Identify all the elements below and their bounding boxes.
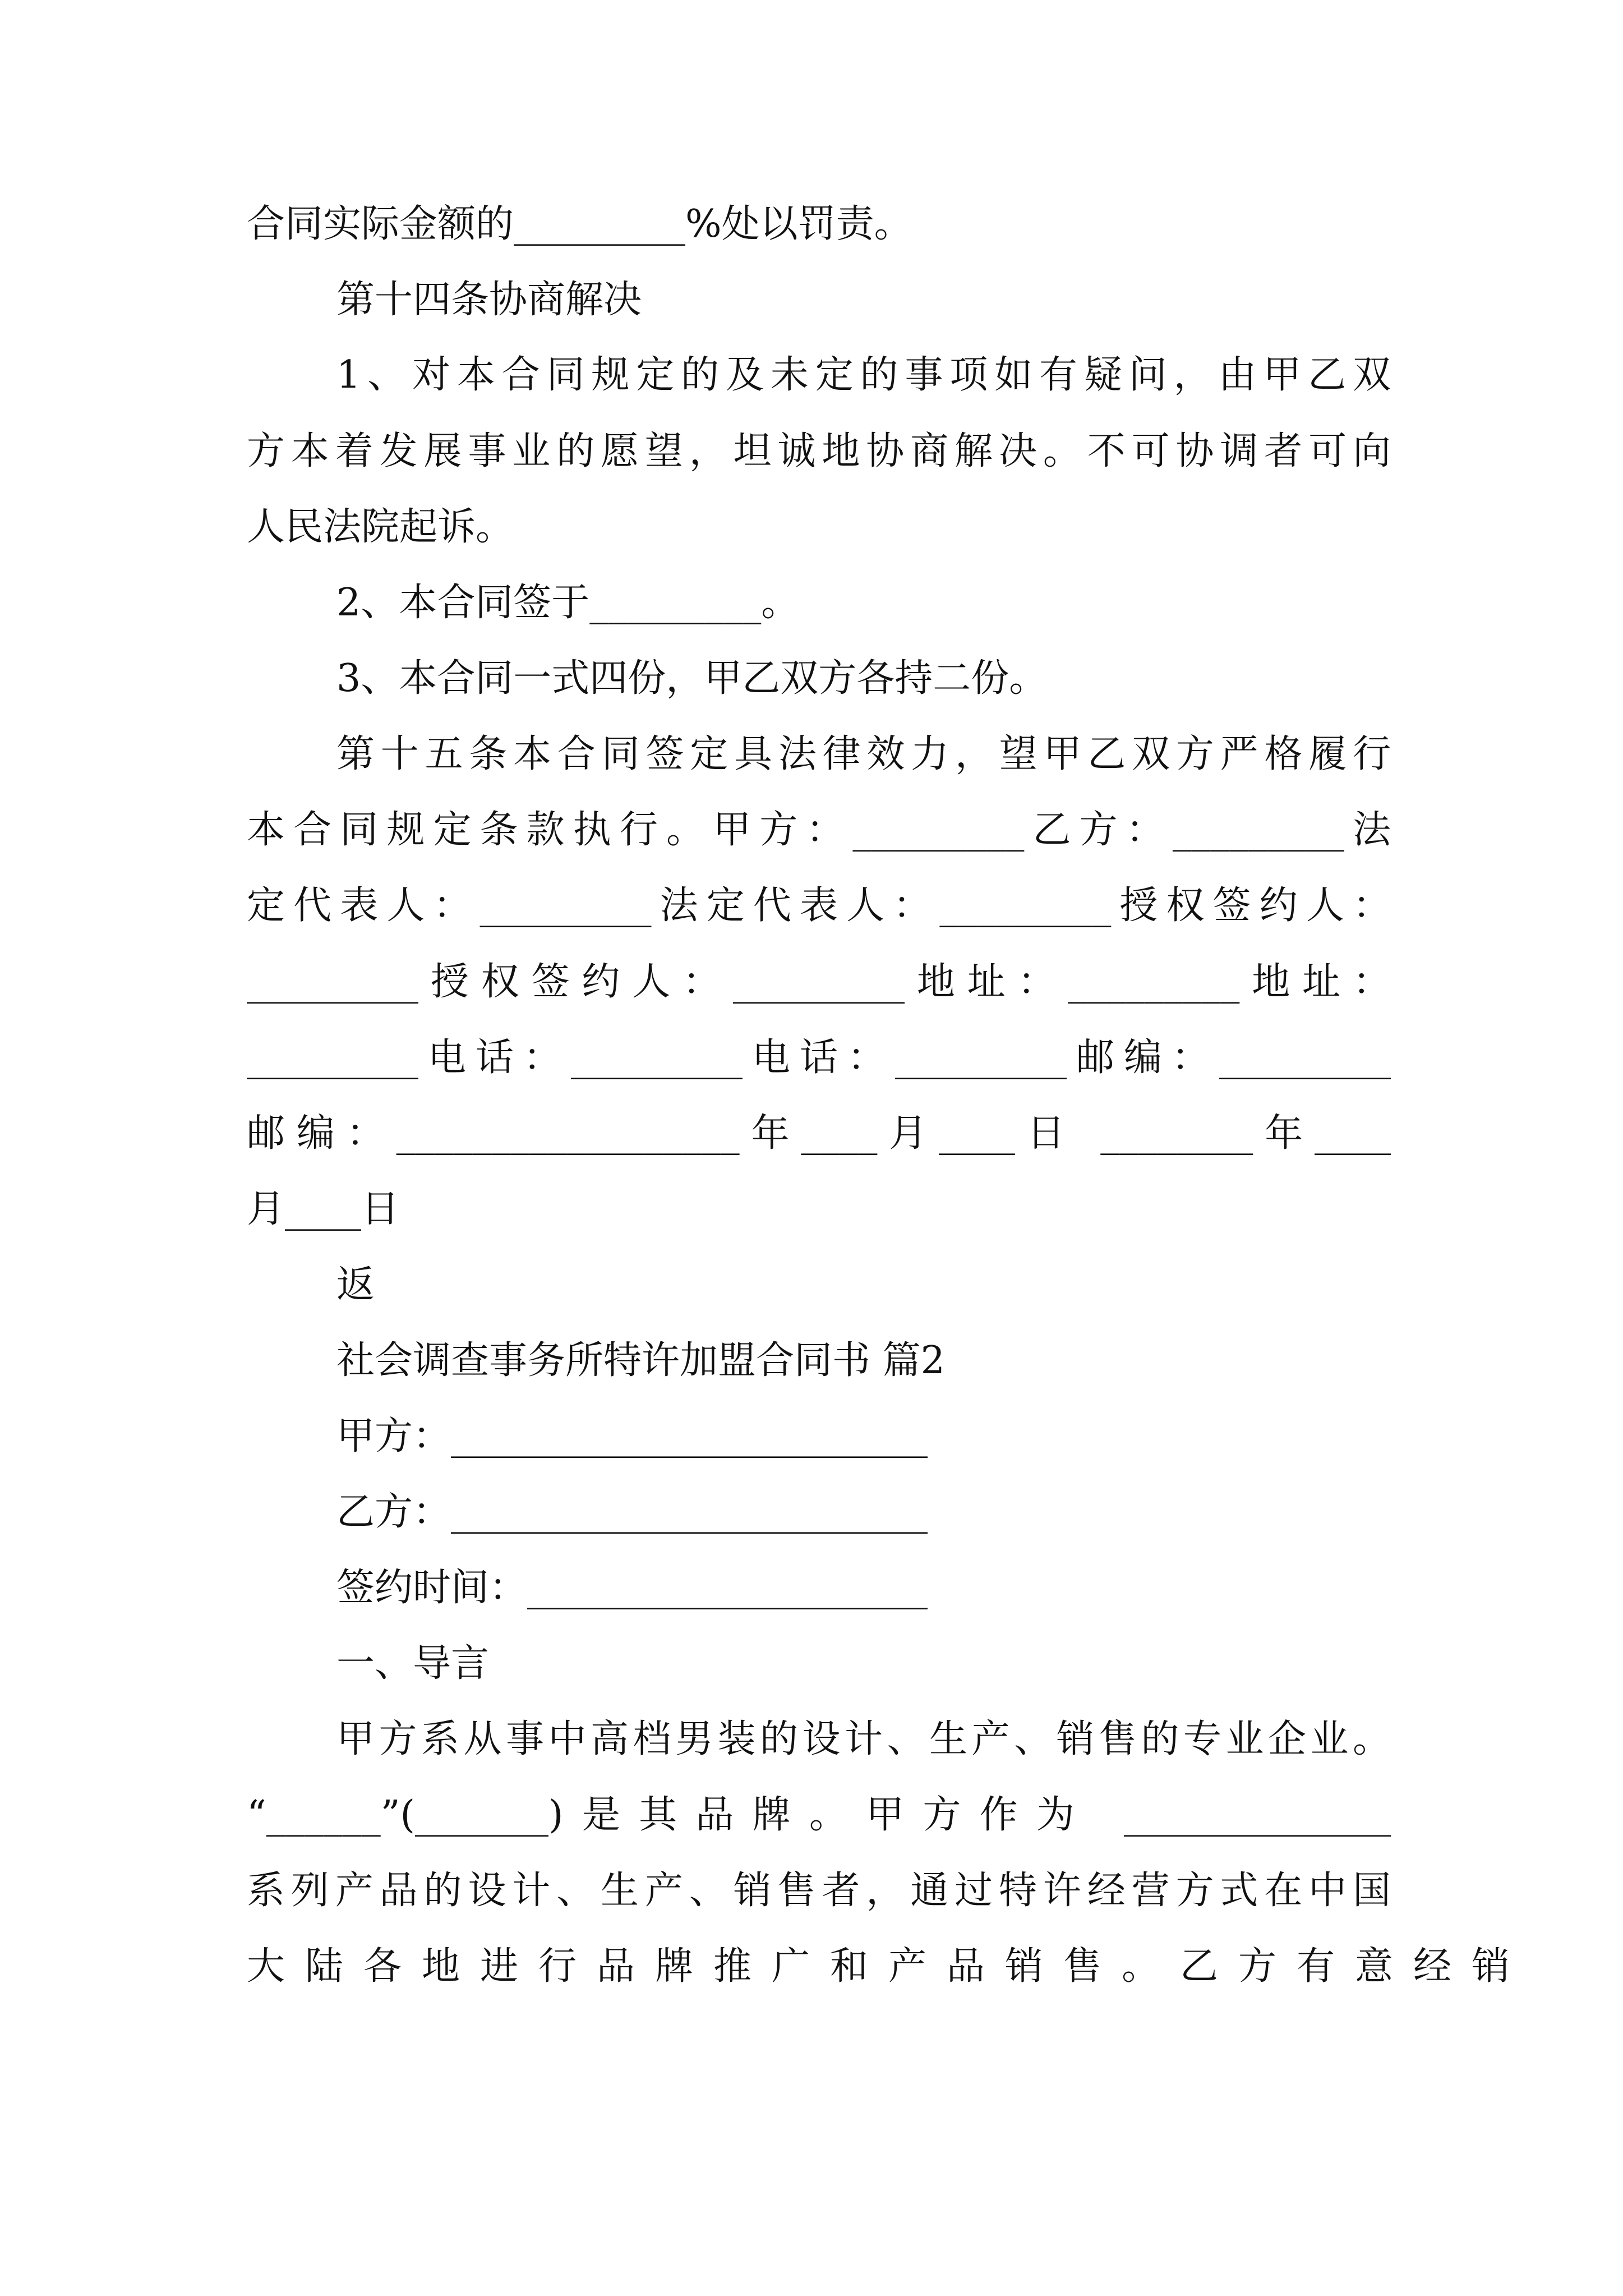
text-line-penalty: 合同实际金额的_________%处以罚责。 (247, 202, 912, 246)
signature-date-line: 邮编：__________________年____月____日 ________年____ (247, 1111, 1391, 1156)
clause-14-item-3: 3、本合同一式四份，甲乙双方各持二份。 (336, 656, 1048, 701)
intro-line-4: 大陆各地进行品牌推广和产品销售。乙方有意经销 (247, 1944, 1530, 1989)
clause-14-item-1-line-2: 方本着发展事业的愿望，坦诚地协商解决。不可协调者可向 (247, 429, 1391, 473)
party-b-field: 乙方：_________________________ (336, 1490, 928, 1534)
clause-14-item-1-line-3: 人民法院起诉。 (247, 505, 514, 549)
intro-line-3: 系列产品的设计、生产、销售者，通过特许经营方式在中国 (247, 1869, 1391, 1913)
clause-14-item-1-line-1: 1、对本合同规定的及未定的事项如有疑问，由甲乙双 (336, 353, 1391, 397)
section-1-heading: 一、导言 (336, 1641, 490, 1686)
return-link[interactable]: 返 (336, 1263, 375, 1307)
signature-date-end: 月____日 (247, 1187, 400, 1231)
clause-15-line-2: 本合同规定条款执行。甲方：_________乙方：_________法 (247, 808, 1391, 852)
clause-14-heading: 第十四条协商解决 (336, 278, 642, 322)
signing-time-field: 签约时间：_____________________ (336, 1566, 928, 1610)
section-title: 社会调查事务所特许加盟合同书 篇2 (336, 1338, 945, 1383)
signature-line-3: _________电话：_________电话：_________邮编：_________ (247, 1036, 1391, 1080)
clause-15-line-1: 第十五条本合同签定具法律效力，望甲乙双方严格履行 (336, 732, 1391, 776)
party-a-field: 甲方：_________________________ (336, 1414, 928, 1458)
clause-14-item-2: 2、本合同签于_________。 (336, 581, 800, 625)
signature-line-1: 定代表人：_________法定代表人：_________授权签约人： (247, 884, 1391, 928)
signature-line-2: _________授权签约人：_________地址：_________地址： (247, 960, 1391, 1004)
intro-line-2: “______”(_______)是其品牌。甲方作为 ______________ (247, 1793, 1391, 1837)
intro-line-1: 甲方系从事中高档男装的设计、生产、销售的专业企业。 (336, 1717, 1391, 1761)
